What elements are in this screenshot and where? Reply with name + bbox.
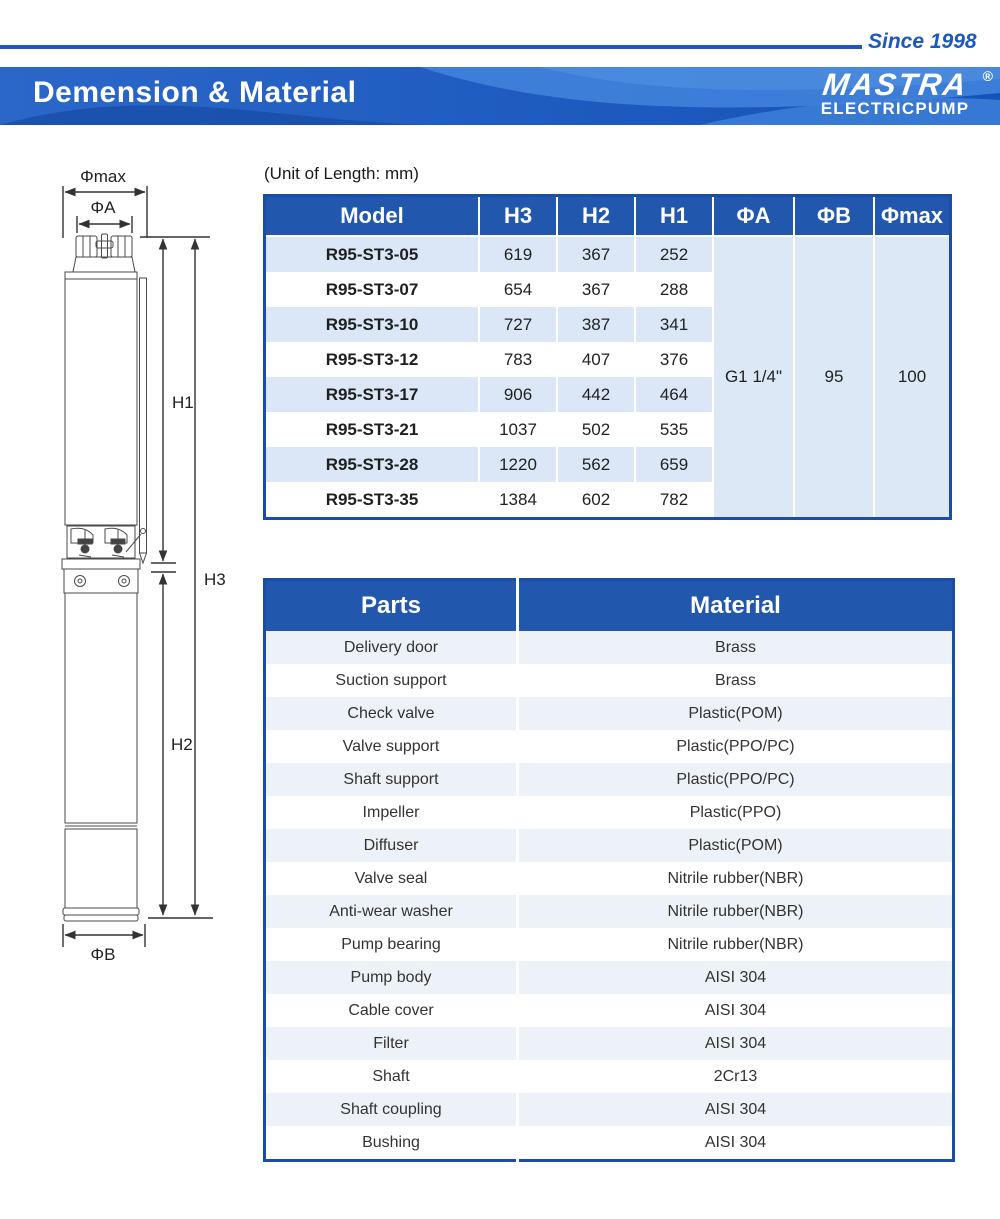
parts-table-header-row xyxy=(265,580,954,632)
spec-column-header: ΦB xyxy=(794,196,874,237)
dimension-value-cell: 654 xyxy=(479,272,557,307)
dimension-value-cell: 783 xyxy=(479,342,557,377)
dimension-value-cell: 502 xyxy=(557,412,635,447)
parts-table-row xyxy=(265,928,954,961)
cable-cover xyxy=(126,278,147,563)
parts-table-row xyxy=(265,895,954,928)
page-title: Demension & Material xyxy=(33,76,357,109)
dimensions-table xyxy=(263,194,952,520)
parts-table-row xyxy=(265,763,954,796)
title-banner xyxy=(0,67,1000,125)
spec-column-header: ΦA xyxy=(713,196,794,237)
material-cell: Plastic(POM) xyxy=(518,829,954,862)
spec-column-header: Model xyxy=(265,196,480,237)
parts-table-row xyxy=(265,961,954,994)
dimension-value-cell: 407 xyxy=(557,342,635,377)
model-cell: R95-ST3-17 xyxy=(265,377,480,412)
pump-body xyxy=(65,272,137,525)
parts-table-row xyxy=(265,1093,954,1126)
dimension-value-cell: 562 xyxy=(557,447,635,482)
coupling-band xyxy=(62,559,140,593)
spec-column-header: H1 xyxy=(635,196,713,237)
model-cell: R95-ST3-12 xyxy=(265,342,480,377)
spec-column-header: H3 xyxy=(479,196,557,237)
brand-logo-wordmark: MASTRA xyxy=(820,67,970,102)
merged-dimension-cell: 95 xyxy=(794,236,874,519)
dimension-value-cell: 288 xyxy=(635,272,713,307)
parts-table-row xyxy=(265,994,954,1027)
material-cell: AISI 304 xyxy=(518,994,954,1027)
material-cell: AISI 304 xyxy=(518,1126,954,1161)
dim-label-phimax: Φmax xyxy=(80,167,126,186)
spec-column-header: H2 xyxy=(557,196,635,237)
dim-label-h3: H3 xyxy=(204,570,226,589)
spec-table-row xyxy=(265,236,951,272)
dimension-value-cell: 906 xyxy=(479,377,557,412)
part-name-cell: Filter xyxy=(265,1027,518,1060)
part-name-cell: Valve support xyxy=(265,730,518,763)
header-rule xyxy=(0,45,862,49)
dimension-value-cell: 619 xyxy=(479,236,557,272)
pump-diagram xyxy=(40,160,260,975)
material-cell: Nitrile rubber(NBR) xyxy=(518,928,954,961)
dimension-value-cell: 1384 xyxy=(479,482,557,519)
dim-label-phib: ΦB xyxy=(90,945,116,964)
dim-label-phia: ΦA xyxy=(90,198,116,217)
model-cell: R95-ST3-35 xyxy=(265,482,480,519)
dimension-value-cell: 782 xyxy=(635,482,713,519)
part-name-cell: Diffuser xyxy=(265,829,518,862)
model-cell: R95-ST3-21 xyxy=(265,412,480,447)
material-cell: Plastic(PPO/PC) xyxy=(518,763,954,796)
brand-logo-subtitle: ELECTRICPUMP xyxy=(820,99,970,118)
dimension-value-cell: 535 xyxy=(635,412,713,447)
parts-table-row xyxy=(265,1060,954,1093)
material-cell: Plastic(PPO) xyxy=(518,796,954,829)
since-text: Since 1998 xyxy=(868,30,977,53)
part-name-cell: Shaft coupling xyxy=(265,1093,518,1126)
dimension-value-cell: 376 xyxy=(635,342,713,377)
part-name-cell: Bushing xyxy=(265,1126,518,1161)
material-cell: Nitrile rubber(NBR) xyxy=(518,862,954,895)
model-cell: R95-ST3-07 xyxy=(265,272,480,307)
dimension-value-cell: 602 xyxy=(557,482,635,519)
material-cell: AISI 304 xyxy=(518,1027,954,1060)
unit-of-length-note: (Unit of Length: mm) xyxy=(264,164,419,183)
dimension-value-cell: 442 xyxy=(557,377,635,412)
parts-table-row xyxy=(265,697,954,730)
part-name-cell: Shaft xyxy=(265,1060,518,1093)
dim-label-h1: H1 xyxy=(172,393,194,412)
material-cell: AISI 304 xyxy=(518,961,954,994)
dim-label-h2: H2 xyxy=(171,735,193,754)
dimension-value-cell: 252 xyxy=(635,236,713,272)
parts-table-row xyxy=(265,631,954,664)
parts-table-row xyxy=(265,1126,954,1161)
part-name-cell: Delivery door xyxy=(265,631,518,664)
part-name-cell: Pump bearing xyxy=(265,928,518,961)
brand-logo xyxy=(795,67,995,118)
dimension-value-cell: 1220 xyxy=(479,447,557,482)
registered-trademark-icon: ® xyxy=(982,68,993,84)
part-name-cell: Valve seal xyxy=(265,862,518,895)
parts-table-row xyxy=(265,829,954,862)
model-cell: R95-ST3-28 xyxy=(265,447,480,482)
part-name-cell: Cable cover xyxy=(265,994,518,1027)
parts-column-header: Parts xyxy=(265,580,518,632)
material-cell: Brass xyxy=(518,664,954,697)
parts-column-header: Material xyxy=(518,580,954,632)
parts-table-row xyxy=(265,664,954,697)
part-name-cell: Impeller xyxy=(265,796,518,829)
material-cell: Brass xyxy=(518,631,954,664)
material-cell: Plastic(PPO/PC) xyxy=(518,730,954,763)
material-cell: AISI 304 xyxy=(518,1093,954,1126)
dimension-value-cell: 727 xyxy=(479,307,557,342)
part-name-cell: Pump body xyxy=(265,961,518,994)
pump-top-cap xyxy=(73,234,135,272)
part-name-cell: Suction support xyxy=(265,664,518,697)
parts-table-row xyxy=(265,862,954,895)
valve-section xyxy=(67,526,135,558)
material-cell: 2Cr13 xyxy=(518,1060,954,1093)
dimension-value-cell: 341 xyxy=(635,307,713,342)
parts-table-row xyxy=(265,796,954,829)
parts-table-row xyxy=(265,1027,954,1060)
dimension-lines xyxy=(63,186,213,947)
dimensions-table-header-row xyxy=(265,196,951,237)
model-cell: R95-ST3-05 xyxy=(265,236,480,272)
parts-material-table xyxy=(263,578,955,1162)
dimension-value-cell: 367 xyxy=(557,272,635,307)
parts-table-row xyxy=(265,730,954,763)
dimension-value-cell: 659 xyxy=(635,447,713,482)
part-name-cell: Anti-wear washer xyxy=(265,895,518,928)
part-name-cell: Shaft support xyxy=(265,763,518,796)
dimension-value-cell: 387 xyxy=(557,307,635,342)
part-name-cell: Check valve xyxy=(265,697,518,730)
dimension-value-cell: 367 xyxy=(557,236,635,272)
merged-dimension-cell: G1 1/4" xyxy=(713,236,794,519)
model-cell: R95-ST3-10 xyxy=(265,307,480,342)
material-cell: Nitrile rubber(NBR) xyxy=(518,895,954,928)
spec-column-header: Φmax xyxy=(874,196,951,237)
dimension-value-cell: 464 xyxy=(635,377,713,412)
material-cell: Plastic(POM) xyxy=(518,697,954,730)
dimension-value-cell: 1037 xyxy=(479,412,557,447)
motor-body xyxy=(63,593,139,921)
merged-dimension-cell: 100 xyxy=(874,236,951,519)
